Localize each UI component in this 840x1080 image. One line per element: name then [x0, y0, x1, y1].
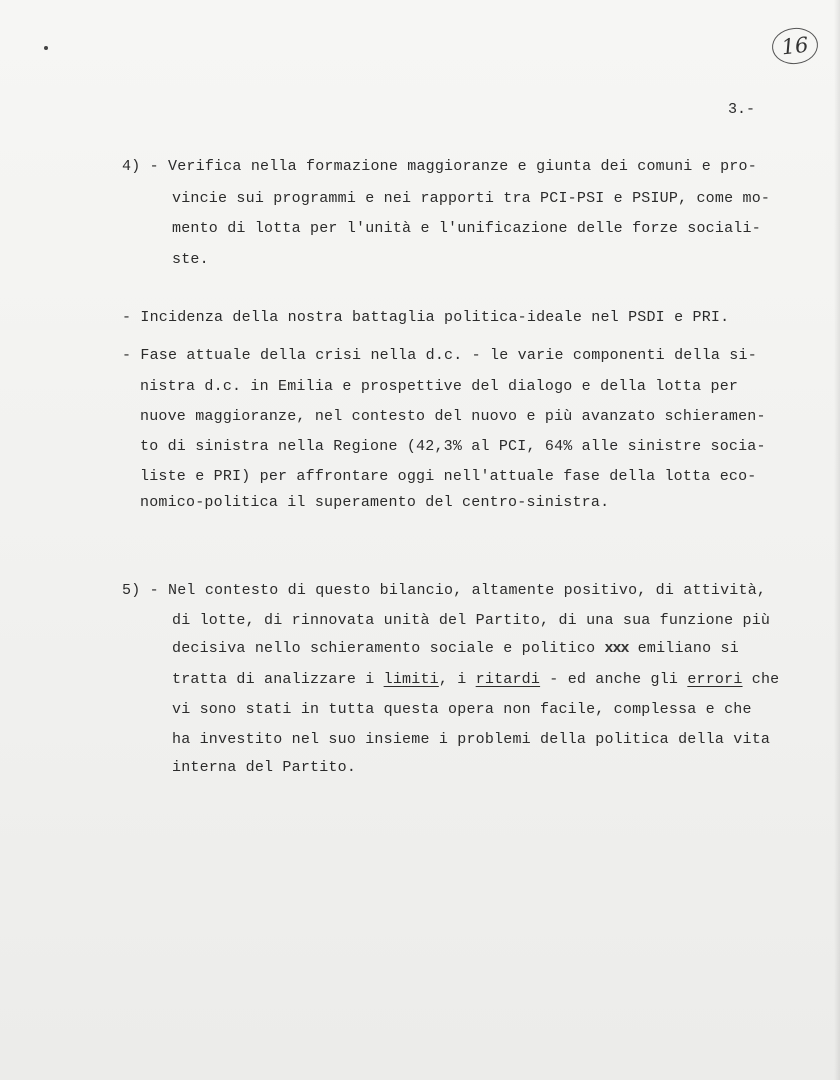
- section5-line: ha investito nel suo insieme i problemi della politica della vita: [172, 731, 771, 748]
- bullet-crisi-dc-line: to di sinistra nella Regione (42,3% al PCI, 64% alle sinistre socia-: [140, 438, 766, 455]
- underlined-ritardi: ritardi: [475, 671, 541, 688]
- section4-line: mento di lotta per l'unità e l'unificazione delle forze sociali-: [172, 220, 761, 237]
- underlined-errori: errori: [687, 671, 743, 688]
- page-edge-shadow: [834, 0, 840, 1080]
- bullet-crisi-dc-line: nistra d.c. in Emilia e prospettive del dialogo e della lotta per: [140, 378, 739, 395]
- struck-out-text: xxx: [604, 640, 629, 657]
- section4-line: ste.: [172, 251, 209, 268]
- section5-line: di lotte, di rinnovata unità del Partito, di una sua funzione più: [172, 612, 771, 629]
- section5-line: [172, 639, 739, 659]
- bullet-crisi-dc-line: liste e PRI) per affrontare oggi nell'attuale fase della lotta eco-: [140, 468, 757, 485]
- underlined-limiti: limiti: [383, 671, 439, 688]
- bullet-psdi-pri: - Incidenza della nostra battaglia politica-ideale nel PSDI e PRI.: [122, 309, 730, 326]
- bullet-crisi-dc-line: nomico-politica il superamento del centro-sinistra.: [140, 494, 610, 511]
- section5-text: tratta di analizzare i: [172, 671, 384, 688]
- page-number: 3.-: [728, 101, 756, 118]
- section5-text: , i: [438, 671, 476, 688]
- section5-text: emiliano si: [628, 640, 739, 657]
- bullet-crisi-dc-line: nuove maggioranze, nel contesto del nuovo e più avanzato schieramen-: [140, 408, 766, 425]
- section5-text: che: [742, 671, 780, 688]
- bullet-crisi-dc-line: - Fase attuale della crisi nella d.c. - le varie componenti della si-: [122, 347, 757, 364]
- section4-line: vincie sui programmi e nei rapporti tra PCI-PSI e PSIUP, come mo-: [172, 190, 771, 207]
- section5-line: interna del Partito.: [172, 759, 357, 776]
- section5-text: - ed anche gli: [540, 671, 688, 688]
- section4-line: 4) - Verifica nella formazione maggioranze e giunta dei comuni e pro-: [122, 158, 757, 175]
- archive-number-stamp: 16: [770, 26, 820, 67]
- section5-line: 5) - Nel contesto di questo bilancio, altamente positivo, di attività,: [122, 582, 767, 599]
- margin-mark: [44, 46, 48, 50]
- section5-line: [172, 670, 779, 690]
- section5-line: vi sono stati in tutta questa opera non facile, complessa e che: [172, 701, 752, 718]
- section5-text: decisiva nello schieramento sociale e politico: [172, 640, 605, 657]
